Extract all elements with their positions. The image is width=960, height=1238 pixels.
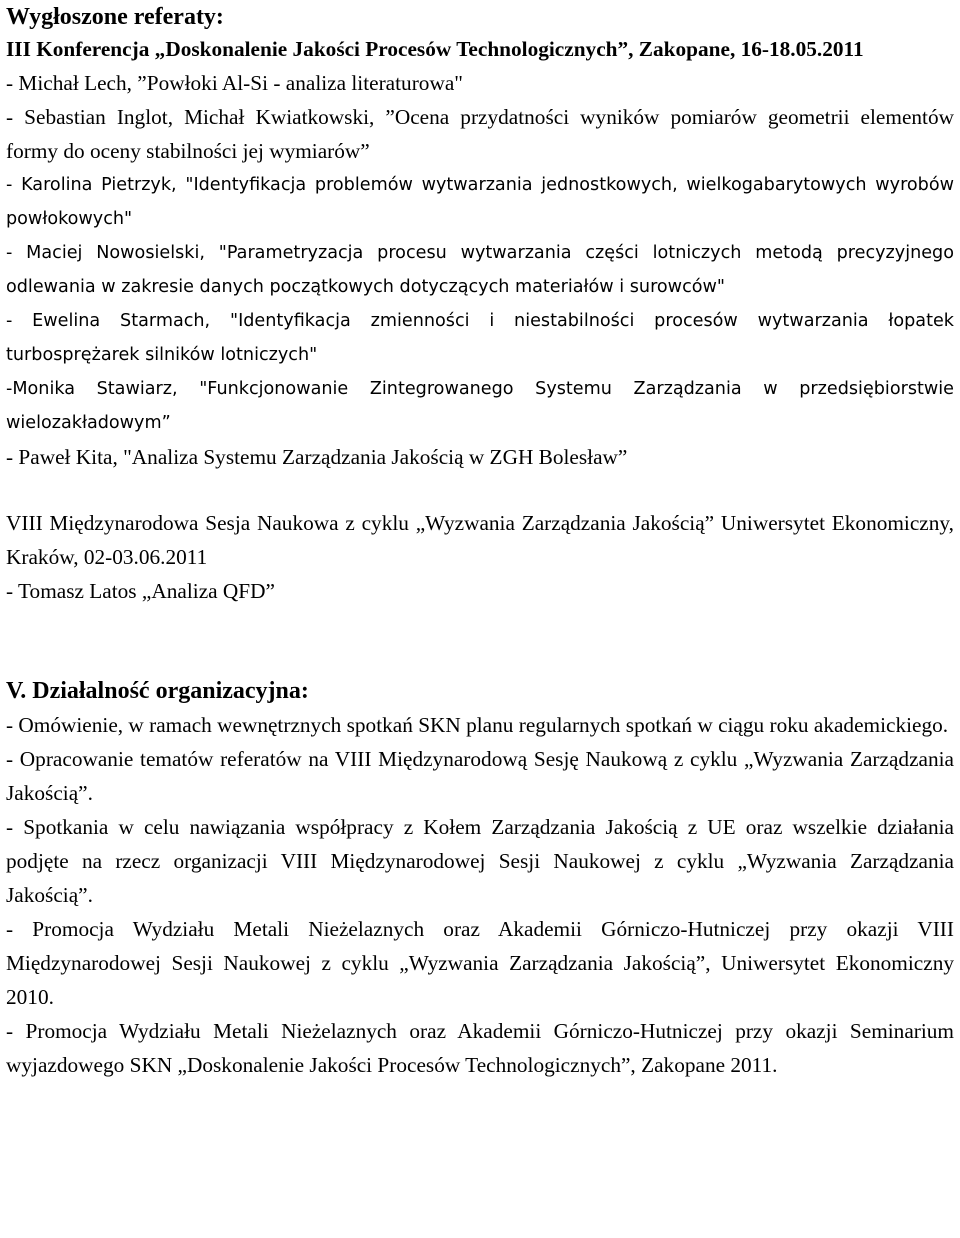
section-title: V. Działalność organizacyjna: [6, 678, 309, 704]
activity-item: - Omówienie, w ramach wewnętrznych spotkań SKN planu regularnych spotkań w ciągu roku akademickiego. [6, 713, 949, 737]
activity-item: - Promocja Wydziału Metali Nieżelaznych oraz Akademii Górniczo-Hutniczej przy okazji VIII Międzynarodowej Sesji Naukowej z cyklu „Wyzwania Zarządzania Jakością”, Uniwersytet Ekonomiczny 2010. [6, 917, 954, 1009]
activity-item: - Opracowanie tematów referatów na VIII Międzynarodową Sesję Naukową z cyklu „Wyzwania Zarządzania Jakością”. [6, 747, 954, 805]
paper-item: - Ewelina Starmach, "Identyfikacja zmienności i niestabilności procesów wytwarzania łopatek turbosprężarek silników lotniczych" [6, 311, 954, 365]
paper-item: - Maciej Nowosielski, "Parametryzacja procesu wytwarzania części lotniczych metodą precyzyjnego odlewania w zakresie danych początkowych dotyczących materiałów i surowców" [6, 243, 954, 297]
paper-item: - Paweł Kita, "Analiza Systemu Zarządzania Jakością w ZGH Bolesław” [6, 445, 628, 469]
paper-item: -Monika Stawiarz, "Funkcjonowanie Zintegrowanego Systemu Zarządzania w przedsiębiorstwie wielozakładowym” [6, 379, 954, 433]
spacer [6, 608, 954, 674]
activity-item: - Promocja Wydziału Metali Nieżelaznych oraz Akademii Górniczo-Hutniczej przy okazji Seminarium wyjazdowego SKN „Doskonalenie Jakości Procesów Technologicznych”, Zakopane 2011. [6, 1019, 954, 1077]
activity-item: - Spotkania w celu nawiązania współpracy z Kołem Zarządzania Jakością z UE oraz wszelkie działania podjęte na rzecz organizacji VIII Międzynarodowej Sesji Naukowej z cyklu „Wyzwania Zarządzania Jakością”. [6, 815, 954, 907]
paper-item: - Tomasz Latos „Analiza QFD” [6, 579, 275, 603]
spacer [6, 474, 954, 506]
paper-item: - Karolina Pietrzyk, "Identyfikacja problemów wytwarzania jednostkowych, wielkogabarytowych wyrobów powłokowych" [6, 175, 954, 229]
conference-title: VIII Międzynarodowa Sesja Naukowa z cyklu „Wyzwania Zarządzania Jakością” Uniwersytet Ekonomiczny, Kraków, 02-03.06.2011 [6, 511, 954, 569]
paper-item: - Sebastian Inglot, Michał Kwiatkowski, ”Ocena przydatności wyników pomiarów geometrii elementów formy do oceny stabilności jej wymiarów” [6, 105, 954, 163]
conference-title: III Konferencja „Doskonalenie Jakości Procesów Technologicznych”, Zakopane, 16-18.05.2011 [6, 37, 864, 61]
page-heading: Wygłoszone referaty: [6, 4, 224, 30]
paper-item: - Michał Lech, ”Powłoki Al-Si - analiza literaturowa" [6, 71, 463, 95]
